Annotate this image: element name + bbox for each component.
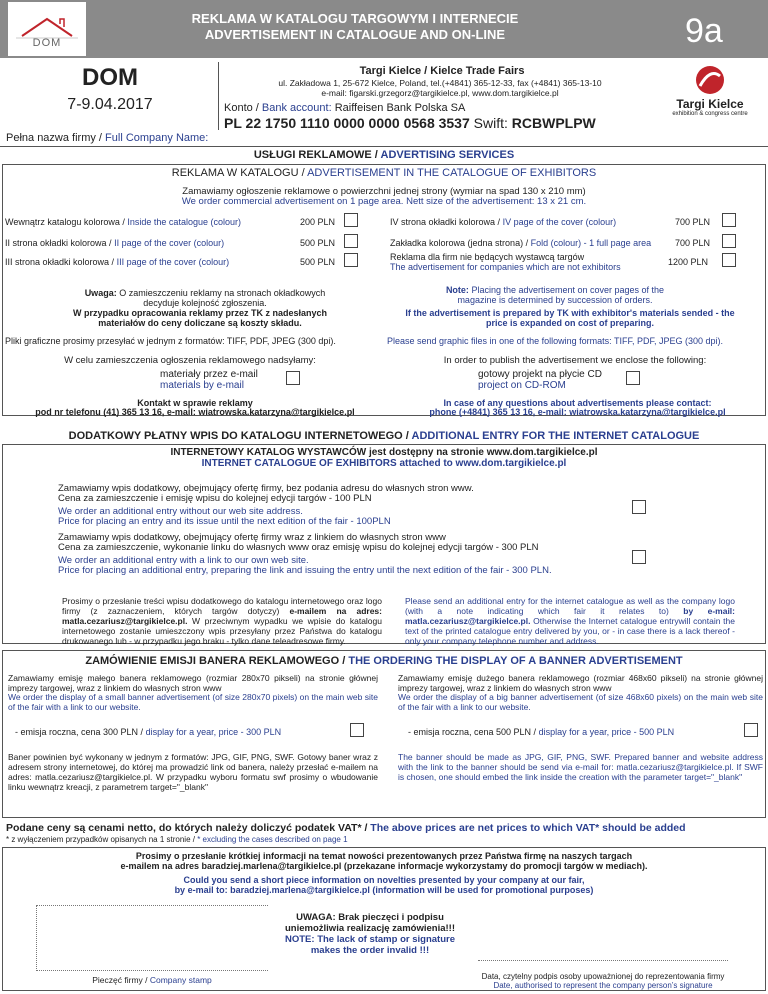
bank-name: Raiffeisen Bank Polska SA	[331, 102, 466, 114]
mat-pl: materiały przez e-mail	[160, 369, 258, 380]
option-label-pl: IV strona okładki kolorowa /	[390, 217, 503, 227]
catalogue-title-en: ADVERTISEMENT IN THE CATALOGUE OF EXHIBITORS	[307, 167, 597, 179]
note-pl-label: Uwaga:	[84, 288, 117, 298]
files-pl: Pliki graficzne prosimy przesyłać w jednym z formatów: TIFF, PDF, JPEG (300 dpi).	[5, 336, 336, 346]
promo-pl-2: e-mailem na adres baradziej.marlena@targikielce.pl (przekazane informacje wykorzystamy do promocji targów w mediach).	[120, 861, 648, 871]
option-non-exhibitor-en: The advertisement for companies which are not exhibitors	[390, 262, 621, 272]
mat-en: materials by e-mail	[160, 380, 244, 391]
note-pl	[80, 288, 330, 308]
info-pl-b: e-mailem na adres: matla.cezariusz@targikielce.pl.	[62, 606, 382, 626]
banner-big-checkbox[interactable]	[744, 723, 758, 737]
option-label-en: II page of the cover (colour)	[114, 238, 225, 248]
info-en-b: by e-mail: matla.cezariusz@targikielce.pl.	[405, 606, 735, 626]
company-label-en: Full Company Name:	[105, 132, 209, 144]
internet-info-en	[405, 596, 735, 646]
send-en: In order to publish the advertisement we enclose the following:	[443, 355, 707, 366]
promo-en-2: by e-mail to: baradziej.marlena@targikielce.pl (information will be used for promotional purposes)	[174, 885, 594, 895]
prep-en: If the advertisement is prepared by TK with exhibitor's materials sended - the price is expanded on cost of preparing.	[405, 308, 735, 328]
option-label-pl: Zakładka kolorowa (jedna strona) /	[390, 238, 531, 248]
vat-foot-en: * excluding the cases described on page 1	[197, 835, 348, 844]
targi-kielce-sub: exhibition & congress centre	[672, 111, 748, 117]
internet-o2-pl-2: Cena za zamieszczenie, wykonanie linku do własnych www oraz emisję wpisu do kolejnej edycji targów - 300 PLN	[58, 542, 539, 553]
dom-logo-box	[8, 2, 86, 56]
internet-entry-link-checkbox[interactable]	[632, 550, 646, 564]
internet-o2-pl-1: Zamawiamy wpis dodatkowy, obejmujący ofertę firmy wraz z linkiem do własnych stron www	[58, 532, 446, 543]
services-title-pl: USŁUGI REKLAMOWE /	[253, 149, 381, 161]
sign-pl: Data, czytelny podpis osoby upoważnionej do reprezentowania firmy	[481, 972, 725, 981]
option-non-exhibitor-checkbox[interactable]	[722, 253, 736, 267]
internet-sub-pl: INTERNETOWY KATALOG WYSTAWCÓW jest dostępny na stronie www.dom.targikielce.pl	[170, 447, 598, 458]
option-inside	[5, 217, 241, 227]
targi-kielce-logo	[655, 64, 765, 124]
organizer-email: e-mail: figarski.grzegorz@targikielce.pl, www.dom.targikielce.pl	[321, 88, 559, 98]
project-cd-checkbox[interactable]	[626, 371, 640, 385]
stamp-pl: Pieczęć firmy /	[92, 975, 150, 985]
option-fold-checkbox[interactable]	[722, 234, 736, 248]
option-non-exhibitor-pl: Reklama dla firm nie będących wystawcą targów	[390, 252, 585, 262]
swift: RCBWPLPW	[511, 115, 596, 131]
banner-big-price	[408, 727, 674, 737]
small-price-pl: - emisja roczna, cena 300 PLN /	[15, 727, 146, 737]
option-label-en: Inside the catalogue (colour)	[127, 217, 241, 227]
internet-title-en: ADDITIONAL ENTRY FOR THE INTERNET CATALOGUE	[411, 430, 700, 442]
note-en-label: Note:	[445, 285, 469, 295]
option-fold	[390, 238, 651, 248]
account-label-pl: Konto /	[224, 102, 262, 114]
banner-big-pl: Zamawiamy emisję dużego banera reklamowego (rozmiar 468x60 pikseli) na stronie głównej imprezy targowej, wraz z linkiem do własnych stron www	[398, 673, 763, 693]
option-price: 500 PLN	[300, 257, 336, 267]
banner-title-en: THE ORDERING THE DISPLAY OF A BANNER ADVERTISEMENT	[348, 655, 683, 667]
internet-info-pl	[62, 596, 382, 646]
option-price: 700 PLN	[675, 238, 711, 248]
contact-pl-1: Kontakt w sprawie reklamy	[137, 398, 253, 408]
banner-small-en: We order the display of a small banner advertisement (of size 280x70 pixels) on the main web site of the fair with a link to our website.	[8, 692, 378, 712]
iban-line	[224, 115, 596, 131]
info-pl-c: W przeciwnym wypadku we wpisie do katalogu internetowego zostanie umieszczony wpis przesyłany przez Państwa do katalogu drukowanego lub - w przypadku jego braku - tylko dane teleadresowe firmy.	[62, 616, 382, 646]
warn-pl-1: UWAGA: Brak pieczęci i podpisu	[296, 912, 444, 923]
banner-req-en: The banner should be made as JPG, GIF, PNG, SWF. Prepared banner and website address with the link to the banner should be send via e-mail for: matla.cezariusz@targikielce.pl. If SWF is chosen, one should embed the link inside the creation with the parameter target="_blank"	[398, 752, 763, 782]
option-cover-iv-checkbox[interactable]	[722, 213, 736, 227]
option-cover-ii	[5, 238, 224, 248]
option-price: 1200 PLN	[668, 257, 709, 267]
sign-en: Date, authorised to represent the company person’s signature	[493, 981, 713, 990]
warn-en-1: NOTE: The lack of stamp or signature	[285, 934, 455, 945]
note-pl-text: O zamieszczeniu reklamy na stronach okładkowych decyduje kolejność zgłoszenia.	[116, 288, 326, 308]
stamp-label	[36, 975, 268, 985]
warn-en-2: makes the order invalid !!!	[310, 945, 430, 956]
info-en-a: Please send an additional entry for the internet catalogue as well as the company logo (with a note indicating which fair it relates to)	[405, 596, 735, 616]
contact-en-2: phone (+4841) 365 13 16, e-mail: wiatrowska.katarzyna@targikielce.pl	[429, 407, 726, 417]
contact-pl-2: pod nr telefonu (41) 365 13 16, e-mail: wiatrowska.katarzyna@targikielce.pl	[35, 407, 355, 417]
banner-title	[0, 655, 768, 667]
vat-pl: Podane ceny są cenami netto, do których należy doliczyć podatek VAT* /	[6, 822, 371, 834]
banner-req-pl: Baner powinien być wykonany w jednym z formatów: JPG, GIF, PNG, SWF. Gotowy baner wraz z adresem strony internetowej, do której ma prowadzić link od banera, należy przesłać e-mailem na adres: matla.cezariusz@targikielce.pl. W przypadku wyboru formatu swf prosimy o wbudowanie linku wewnątrz kreacji, z parametrem target="_blank"	[8, 752, 378, 792]
header-title-en: ADVERTISEMENT IN CATALOGUE AND ON-LINE	[204, 27, 506, 42]
option-label-pl: II strona okładki kolorowa /	[5, 238, 115, 248]
event-name: DOM	[82, 64, 138, 91]
company-label-pl: Pełna nazwa firmy /	[6, 132, 106, 144]
services-title	[0, 149, 768, 161]
files-en: Please send graphic files in one of the following formats: TIFF, PDF, JPEG (300 dpi).	[387, 336, 723, 346]
iban: PL 22 1750 1110 0000 0000 0568 3537	[224, 115, 470, 131]
internet-o2-en-2: Price for placing an additional entry, preparing the link and issuing the entry until the next edition of the fair - 300 PLN.	[58, 565, 552, 576]
option-cover-iii	[5, 257, 229, 267]
catalogue-intro-pl: Zamawiamy ogłoszenie reklamowe o powierzchni jednej strony (wymiar na spad 130 x 210 mm)	[182, 186, 586, 197]
banner-small-checkbox[interactable]	[350, 723, 364, 737]
divider	[0, 146, 768, 147]
banner-big-en: We order the display of a big banner advertisement (of size 468x60 pixels) on the main web site of the fair with a link to our website.	[398, 692, 763, 712]
internet-sub-en: INTERNET CATALOGUE OF EXHIBITORS attached to www.dom.targikielce.pl	[201, 458, 567, 469]
proj-pl: gotowy projekt na płycie CD	[478, 369, 602, 380]
swift-label: Swift:	[469, 115, 512, 131]
internet-title	[0, 430, 768, 442]
targi-kielce-name: Targi Kielce	[676, 97, 744, 111]
note-en	[430, 285, 680, 305]
bank-account	[224, 102, 465, 114]
big-price-en: display for a year, price - 500 PLN	[538, 727, 675, 737]
note-en-text: Placing the advertisement on cover pages of the magazine is determined by succession of orders.	[457, 285, 665, 305]
big-price-pl: - emisja roczna, cena 500 PLN /	[408, 727, 539, 737]
vat-en: The above prices are net prices to which VAT* should be added	[370, 822, 686, 834]
option-inside-checkbox[interactable]	[344, 213, 358, 227]
materials-email-checkbox[interactable]	[286, 371, 300, 385]
banner-small-price	[15, 727, 281, 737]
organizer-address: ul. Zakładowa 1, 25-672 Kielce, Poland, tel.(+4841) 365-12-33, fax (+4841) 365-13-10	[278, 78, 602, 88]
small-price-en: display for a year, price - 300 PLN	[145, 727, 282, 737]
warn-pl-2: uniemożliwia realizację zamówienia!!!	[285, 923, 455, 934]
proj-en: project on CD-ROM	[478, 380, 566, 391]
internet-o2-en-1: We order an additional entry with a link to our own web site.	[58, 555, 309, 566]
catalogue-title	[0, 167, 768, 179]
option-label-pl: III strona okładki kolorowa /	[5, 257, 117, 267]
promo-pl-1: Prosimy o przesłanie krótkiej informacji na temat nowości prezentowanych przez Państwa firmę na naszych targach	[135, 851, 633, 861]
internet-title-pl: DODATKOWY PŁATNY WPIS DO KATALOGU INTERNETOWEGO /	[68, 430, 412, 442]
option-label-en: IV page of the cover (colour)	[502, 217, 617, 227]
internet-o1-pl-1: Zamawiamy wpis dodatkowy, obejmujący ofertę firmy, bez podania adresu do własnych stron www.	[58, 483, 474, 494]
option-cover-ii-checkbox[interactable]	[344, 234, 358, 248]
catalogue-intro-en: We order commercial advertisement on 1 page area. Nett size of the advertisement: 13 x 21 cm.	[181, 196, 587, 207]
contact-en-1: In case of any questions about advertisements please contact:	[443, 398, 712, 408]
option-label-en: III page of the cover (colour)	[116, 257, 230, 267]
option-label-pl: Wewnątrz katalogu kolorowa /	[5, 217, 128, 227]
banner-title-pl: ZAMÓWIENIE EMISJI BANERA REKLAMOWEGO /	[85, 655, 349, 667]
account-label-en: Bank account:	[261, 102, 332, 114]
prep-pl: W przypadku opracowania reklamy przez TK z nadesłanych materiałów do ceny doliczane są koszty składu.	[72, 308, 328, 328]
option-cover-iii-checkbox[interactable]	[344, 253, 358, 267]
vat-note	[6, 822, 686, 834]
info-pl-a: Prosimy o przesłanie treści wpisu dodatkowego do katalogu internetowego oraz logo firmy (z zaznaczeniem, których targów dotyczy)	[62, 596, 382, 616]
send-pl: W celu zamieszczenia ogłoszenia reklamowego nadsyłamy:	[64, 355, 316, 366]
vat-footnote	[6, 835, 348, 844]
header-title-pl: REKLAMA W KATALOGU TARGOWYM I INTERNECIE	[191, 11, 519, 26]
logo-text: DOM	[32, 37, 62, 49]
option-price: 200 PLN	[300, 217, 336, 227]
company-name-field[interactable]	[175, 140, 760, 141]
option-price: 700 PLN	[675, 217, 711, 227]
internet-o1-en-1: We order an additional entry without our web site address.	[58, 506, 303, 517]
form-number: 9a	[685, 12, 723, 50]
option-price: 500 PLN	[300, 238, 336, 248]
stamp-en: Company stamp	[149, 975, 212, 985]
internet-o1-pl-2: Cena za zamieszczenie i emisję wpisu do kolejnej edycji targów - 100 PLN	[58, 493, 372, 504]
vat-foot-pl: * z wyłączeniem przypadków opisanych na 1 stronie /	[6, 835, 198, 844]
company-name-label	[6, 132, 208, 144]
targi-kielce-icon	[690, 64, 730, 96]
services-title-en: ADVERTISING SERVICES	[380, 149, 515, 161]
internet-entry-checkbox[interactable]	[632, 500, 646, 514]
internet-o1-en-2: Price for placing an entry and its issue until the next edition of the fair - 100PLN	[58, 516, 391, 527]
company-stamp-area[interactable]	[36, 905, 268, 971]
catalogue-title-pl: REKLAMA W KATALOGU /	[171, 167, 308, 179]
info-en-c: Otherwise the Internet catalogue entrywill contain the text of the printed catalogue entry delivered by you, or - in case there is a lack thereof - only your company telephone number and address.	[405, 616, 735, 646]
banner-small-pl: Zamawiamy emisję małego banera reklamowego (rozmiar 280x70 pikseli) na stronie głównej imprezy targowej, wraz z linkiem do własnych stron www	[8, 673, 378, 693]
option-cover-iv	[390, 217, 616, 227]
signature-line[interactable]	[478, 960, 728, 961]
organizer-name: Targi Kielce / Kielce Trade Fairs	[359, 65, 525, 77]
event-dates: 7-9.04.2017	[67, 96, 153, 113]
promo-en-1: Could you send a short piece information on novelties presented by your company at our fair,	[183, 875, 585, 885]
option-label-en: Fold (colour) - 1 full page area	[530, 238, 652, 248]
